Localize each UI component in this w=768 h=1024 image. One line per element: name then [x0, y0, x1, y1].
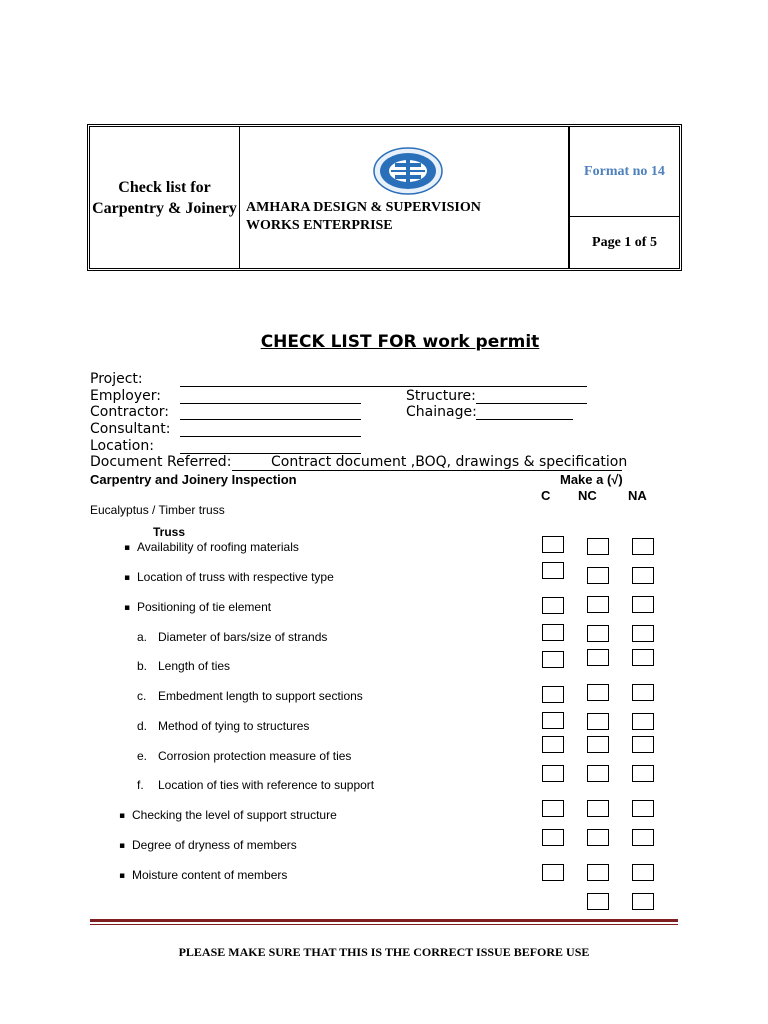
- checkbox-c[interactable]: [542, 765, 564, 782]
- sub-marker: e.: [137, 749, 148, 763]
- bullet-icon: ▪: [119, 811, 126, 821]
- org-cell: [240, 127, 570, 268]
- sub-marker: f.: [137, 778, 144, 792]
- format-number: Format no 14: [570, 127, 679, 217]
- bullet-icon: ▪: [124, 573, 131, 583]
- checkbox-c[interactable]: [542, 736, 564, 753]
- checkbox-na[interactable]: [632, 538, 654, 555]
- subheading: Eucalyptus / Timber truss: [90, 503, 225, 517]
- list-item: Embedment length to support sections: [158, 689, 363, 703]
- bullet-icon: ▪: [124, 603, 131, 613]
- checkbox-nc[interactable]: [587, 649, 609, 666]
- list-item: Corrosion protection measure of ties: [158, 749, 352, 763]
- employer-line[interactable]: [180, 403, 361, 404]
- meta-cell: [570, 127, 679, 268]
- checkbox-nc[interactable]: [587, 893, 609, 910]
- list-item: Checking the level of support structure: [132, 808, 337, 822]
- checkbox-nc[interactable]: [587, 538, 609, 555]
- sub-marker: a.: [137, 630, 148, 644]
- checkbox-c[interactable]: [542, 800, 564, 817]
- list-item: Diameter of bars/size of strands: [158, 630, 328, 644]
- checkbox-nc[interactable]: [587, 625, 609, 642]
- list-item: Location of truss with respective type: [137, 570, 334, 584]
- list-item: Length of ties: [158, 659, 231, 673]
- checkbox-nc[interactable]: [587, 765, 609, 782]
- chainage-line[interactable]: [476, 419, 573, 420]
- checkbox-na[interactable]: [632, 736, 654, 753]
- col-nc: NC: [578, 488, 597, 503]
- list-item: Degree of dryness of members: [132, 838, 297, 852]
- checkbox-na[interactable]: [632, 625, 654, 642]
- checkbox-nc[interactable]: [587, 596, 609, 613]
- structure-label: Structure:: [406, 388, 476, 404]
- checkbox-nc[interactable]: [587, 684, 609, 701]
- page-title: CHECK LIST FOR work permit: [260, 332, 540, 352]
- doc-ref-label: Document Referred:: [90, 454, 232, 470]
- list-item: Availability of roofing materials: [137, 540, 299, 554]
- sub-marker: c.: [137, 689, 147, 703]
- structure-line[interactable]: [476, 403, 587, 404]
- footer-rule-thin: [90, 924, 678, 925]
- doc-title: Check list for Carpentry & Joinery: [90, 127, 240, 268]
- checkbox-na[interactable]: [632, 765, 654, 782]
- project-label: Project:: [90, 371, 143, 387]
- list-item: Positioning of tie element: [137, 600, 272, 614]
- contractor-label: Contractor:: [90, 404, 170, 420]
- checkbox-na[interactable]: [632, 893, 654, 910]
- list-item: Moisture content of members: [132, 868, 288, 882]
- checkbox-na[interactable]: [632, 800, 654, 817]
- checkbox-nc[interactable]: [587, 864, 609, 881]
- checkbox-na[interactable]: [632, 713, 654, 730]
- header-table: [87, 124, 682, 271]
- enterprise-logo-icon: [373, 147, 443, 195]
- checkbox-nc[interactable]: [587, 800, 609, 817]
- org-line-2: WORKS ENTERPRISE: [246, 218, 393, 233]
- bullet-icon: ▪: [119, 871, 126, 881]
- checkbox-c[interactable]: [542, 864, 564, 881]
- project-line[interactable]: [180, 386, 587, 387]
- group-truss: Truss: [153, 525, 186, 539]
- checkbox-nc[interactable]: [587, 829, 609, 846]
- doc-ref-value: Contract document ,BOQ, drawings & specification: [232, 454, 622, 471]
- checkbox-na[interactable]: [632, 684, 654, 701]
- chainage-label: Chainage:: [406, 404, 477, 420]
- checkbox-c[interactable]: [542, 562, 564, 579]
- checkbox-nc[interactable]: [587, 736, 609, 753]
- checkbox-c[interactable]: [542, 597, 564, 614]
- checkbox-na[interactable]: [632, 649, 654, 666]
- checkbox-na[interactable]: [632, 596, 654, 613]
- checkbox-na[interactable]: [632, 567, 654, 584]
- page-number: Page 1 of 5: [592, 234, 657, 250]
- checkbox-na[interactable]: [632, 864, 654, 881]
- checkbox-c[interactable]: [542, 686, 564, 703]
- org-line-1: AMHARA DESIGN & SUPERVISION: [246, 200, 481, 215]
- checkbox-c[interactable]: [542, 651, 564, 668]
- list-item: Location of ties with reference to support: [158, 778, 375, 792]
- checkbox-nc[interactable]: [587, 567, 609, 584]
- checkbox-c[interactable]: [542, 536, 564, 553]
- org-name: [246, 199, 481, 235]
- checkbox-c[interactable]: [542, 829, 564, 846]
- bullet-icon: ▪: [124, 543, 131, 553]
- section-heading: Carpentry and Joinery Inspection: [90, 472, 297, 487]
- sub-marker: d.: [137, 719, 148, 733]
- make-a-check: Make a (√): [560, 472, 623, 487]
- consultant-label: Consultant:: [90, 421, 171, 437]
- employer-label: Employer:: [90, 388, 161, 404]
- consultant-line[interactable]: [180, 436, 361, 437]
- bullet-icon: ▪: [119, 841, 126, 851]
- checkbox-c[interactable]: [542, 712, 564, 729]
- location-label: Location:: [90, 438, 154, 454]
- list-item: Method of tying to structures: [158, 719, 310, 733]
- checkbox-nc[interactable]: [587, 713, 609, 730]
- footer-notice: PLEASE MAKE SURE THAT THIS IS THE CORRECT ISSUE BEFORE USE: [178, 945, 590, 959]
- footer-rule: [90, 919, 678, 922]
- col-na: NA: [628, 488, 647, 503]
- col-c: C: [541, 488, 551, 503]
- contractor-line[interactable]: [180, 419, 361, 420]
- sub-marker: b.: [137, 659, 148, 673]
- checkbox-na[interactable]: [632, 829, 654, 846]
- checkbox-c[interactable]: [542, 624, 564, 641]
